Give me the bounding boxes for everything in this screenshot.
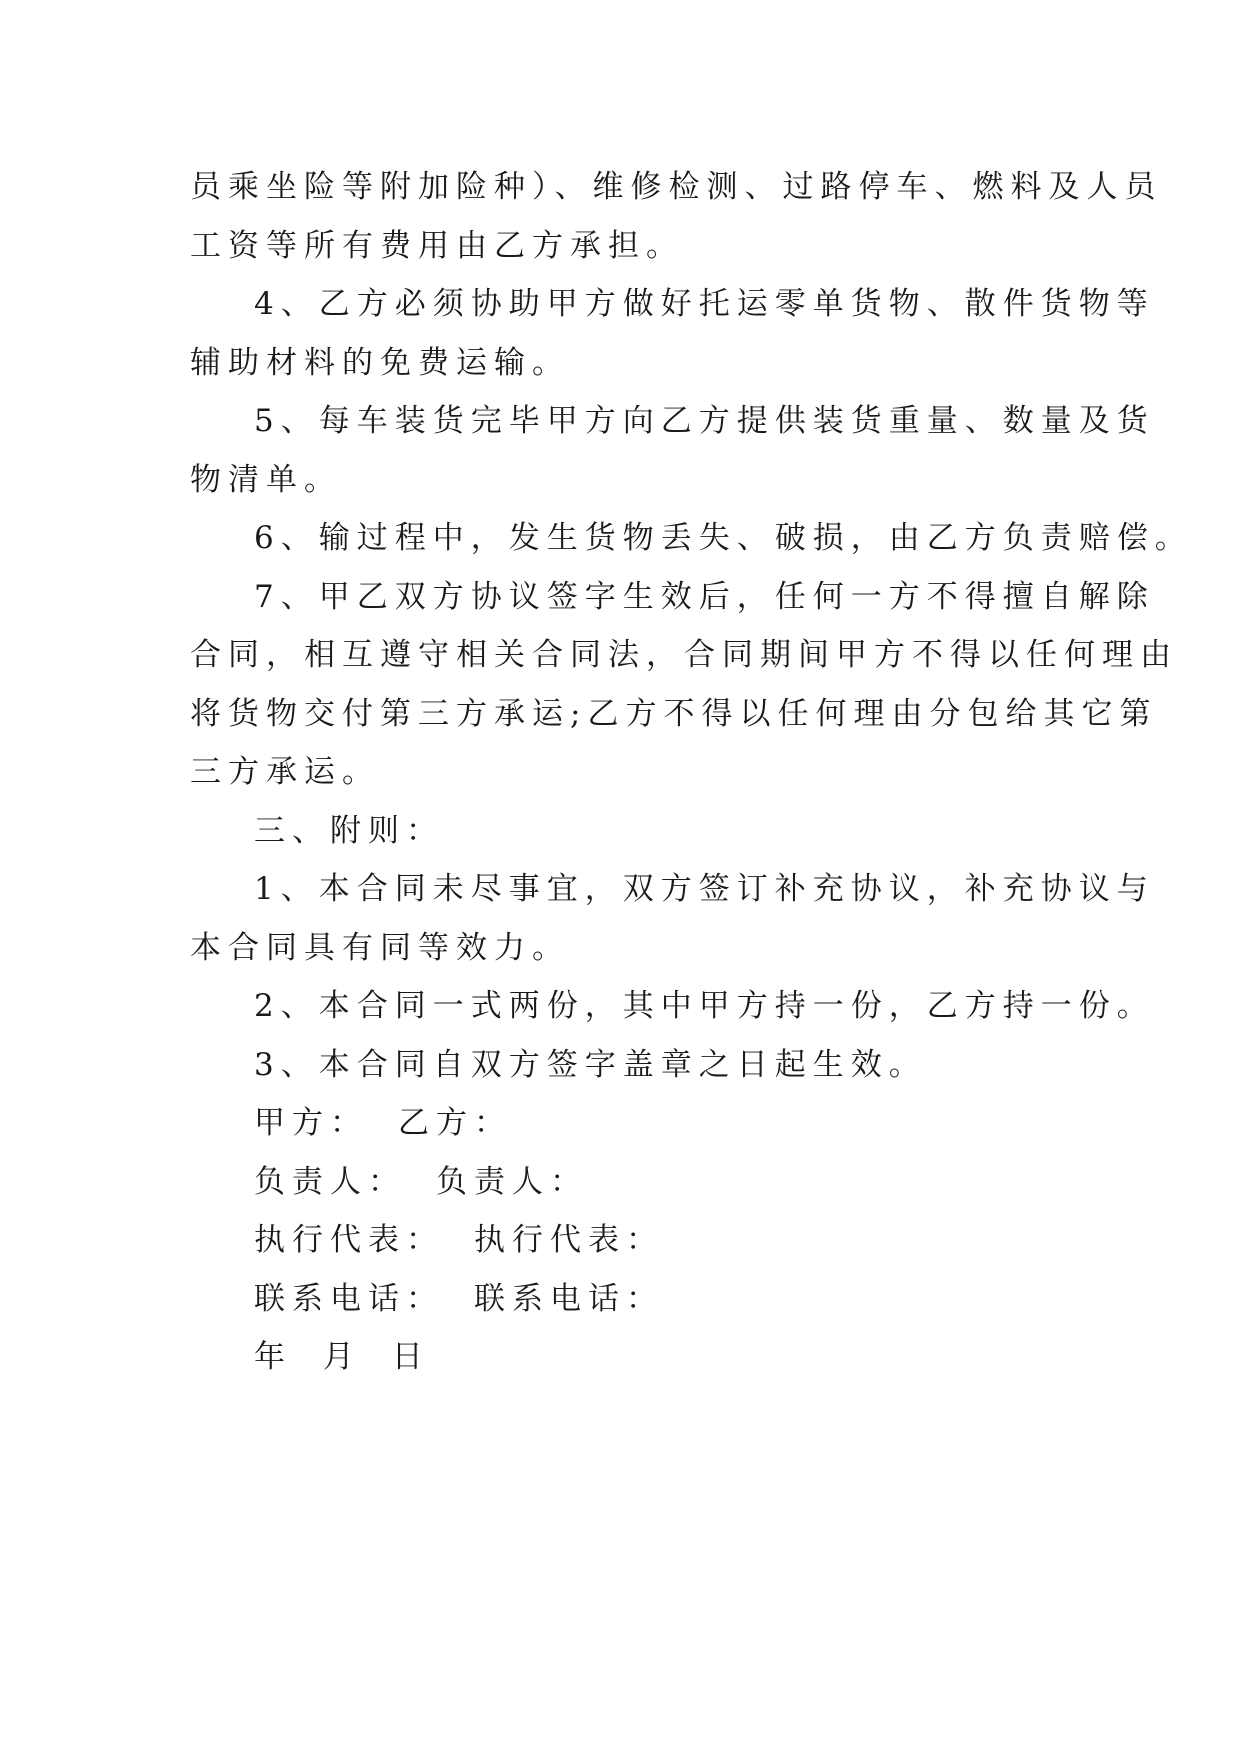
signature-representative-row [190,1211,1058,1270]
text-line: 员乘坐险等附加险种）、维修检测、过路停车、燃料及人员 [190,169,1163,205]
signature-date: 年 月 日 [254,1339,430,1375]
text-line: 4、乙方必须协助甲方做好托运零单货物、散件货物等 [254,286,1155,322]
signature-responsible-row [190,1153,1058,1212]
text-line: 工资等所有费用由乙方承担。 [190,227,684,264]
signature-party-row [190,1094,1058,1153]
text-line: 1、本合同未尽事宜，双方签订补充协议，补充协议与 [254,871,1155,907]
representative-b-label: 执行代表： [474,1222,664,1258]
text-line: 合同，相互遵守相关合同法，合同期间甲方不得以任何理由 [190,637,1178,673]
party-a-label: 甲方： [254,1105,368,1141]
text-line: 7、甲乙双方协议签字生效后，任何一方不得擅自解除 [254,578,1155,615]
text-line: 物清单。 [190,461,342,498]
text-line: 6、输过程中，发生货物丢失、破损，由乙方负责赔偿。 [254,520,1193,556]
document-body [190,158,1193,1387]
signature-phone-row [190,1270,1058,1329]
text-line: 3、本合同自双方签字盖章之日起生效。 [254,1046,927,1083]
text-line: 将货物交付第三方承运;乙方不得以任何理由分包给其它第 [190,695,1158,732]
text-line: 本合同具有同等效力。 [190,929,570,966]
text-line: 5、每车装货完毕甲方向乙方提供装货重量、数量及货 [254,403,1155,439]
representative-a-label: 执行代表： [254,1222,444,1258]
text-line: 2、本合同一式两份，其中甲方持一份，乙方持一份。 [254,988,1155,1024]
section-heading: 三、附则： [254,812,444,849]
text-line: 三方承运。 [190,754,380,790]
phone-a-label: 联系电话： [254,1280,444,1317]
responsible-a-label: 负责人： [254,1163,406,1200]
text-line: 辅助材料的免费运输。 [190,344,570,381]
party-b-label: 乙方： [398,1105,512,1141]
responsible-b-label: 负责人： [436,1163,588,1200]
phone-b-label: 联系电话： [474,1280,664,1317]
